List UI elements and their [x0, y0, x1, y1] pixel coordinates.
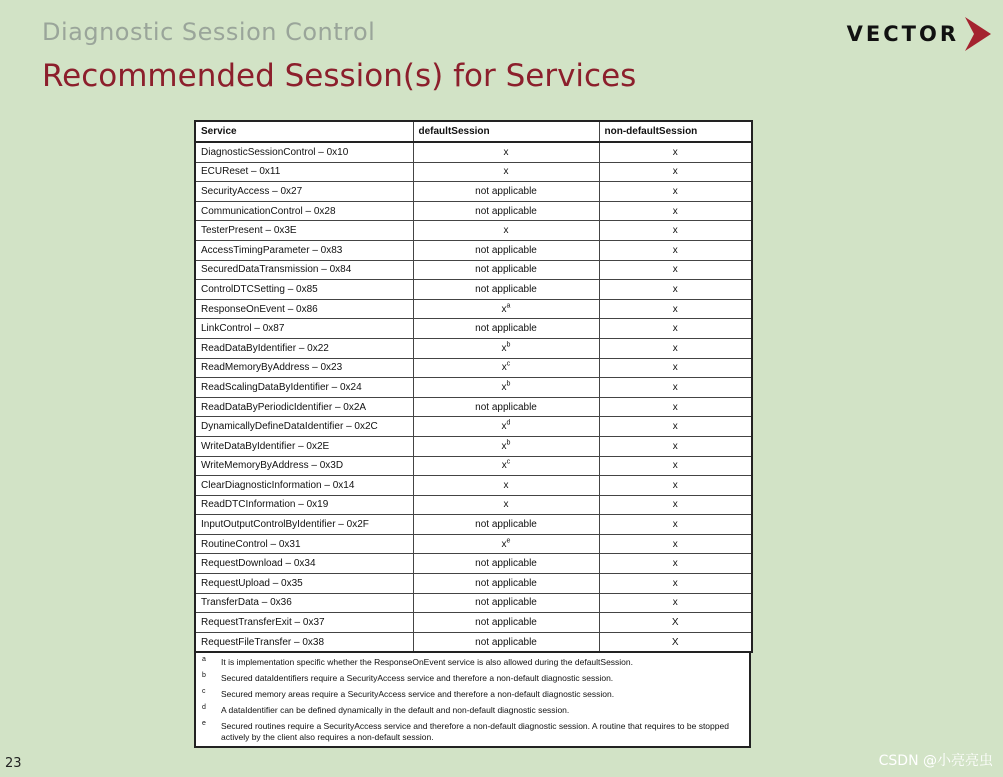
- service-cell: SecurityAccess – 0x27: [195, 182, 413, 202]
- table-row: [195, 162, 752, 182]
- table-row: [195, 397, 752, 417]
- non-default-session-cell: x: [599, 221, 752, 241]
- footnote-mark: d: [202, 704, 206, 712]
- non-default-session-cell: x: [599, 338, 752, 358]
- default-session-value: not applicable: [475, 205, 537, 217]
- default-session-value: not applicable: [475, 636, 537, 648]
- default-session-cell: [413, 221, 599, 241]
- default-session-value: x: [501, 342, 507, 354]
- default-session-value: not applicable: [475, 283, 537, 295]
- non-default-session-cell: x: [599, 534, 752, 554]
- table-row: [195, 534, 752, 554]
- table-row: [195, 378, 752, 398]
- footnote-reference: a: [506, 302, 511, 310]
- default-session-cell: [413, 456, 599, 476]
- service-cell: DiagnosticSessionControl – 0x10: [195, 142, 413, 162]
- footnotes: [194, 653, 751, 748]
- non-default-session-cell: x: [599, 397, 752, 417]
- default-session-value: not applicable: [475, 401, 537, 413]
- default-session-value: x: [501, 381, 507, 393]
- logo-text: VECTOR: [846, 22, 959, 46]
- service-cell: ResponseOnEvent – 0x86: [195, 299, 413, 319]
- default-session-cell: [413, 436, 599, 456]
- default-session-cell: [413, 338, 599, 358]
- service-cell: RoutineControl – 0x31: [195, 534, 413, 554]
- non-default-session-cell: x: [599, 593, 752, 613]
- default-session-value: not applicable: [475, 519, 537, 531]
- table-row: [195, 319, 752, 339]
- column-header-service: Service: [195, 121, 413, 142]
- table-row: [195, 299, 752, 319]
- default-session-cell: [413, 240, 599, 260]
- default-session-cell: [413, 515, 599, 535]
- footnote-text: Secured routines require a SecurityAccess service and therefore a non-default diagnostic session. A routine that requires to be stopped actively by the client also requires a non-default session.: [221, 721, 729, 743]
- service-cell: DynamicallyDefineDataIdentifier – 0x2C: [195, 417, 413, 437]
- table-row: [195, 417, 752, 437]
- non-default-session-cell: x: [599, 574, 752, 594]
- page-title: Recommended Session(s) for Services: [42, 58, 637, 94]
- default-session-value: x: [501, 440, 507, 452]
- default-session-value: x: [501, 538, 507, 550]
- default-session-value: x: [501, 362, 507, 374]
- default-session-value: not applicable: [475, 577, 537, 589]
- table-row: [195, 515, 752, 535]
- table-row: [195, 221, 752, 241]
- services-table-sheet: [194, 120, 751, 748]
- service-cell: SecuredDataTransmission – 0x84: [195, 260, 413, 280]
- default-session-value: not applicable: [475, 185, 537, 197]
- non-default-session-cell: x: [599, 280, 752, 300]
- service-cell: InputOutputControlByIdentifier – 0x2F: [195, 515, 413, 535]
- non-default-session-cell: x: [599, 515, 752, 535]
- table-row: [195, 436, 752, 456]
- service-cell: ReadDataByIdentifier – 0x22: [195, 338, 413, 358]
- service-cell: WriteMemoryByAddress – 0x3D: [195, 456, 413, 476]
- table-row: [195, 456, 752, 476]
- service-cell: AccessTimingParameter – 0x83: [195, 240, 413, 260]
- footnote-reference: b: [506, 380, 511, 388]
- default-session-value: x: [501, 421, 507, 433]
- table-row: [195, 593, 752, 613]
- service-cell: RequestDownload – 0x34: [195, 554, 413, 574]
- default-session-value: not applicable: [475, 597, 537, 609]
- service-cell: ControlDTCSetting – 0x85: [195, 280, 413, 300]
- service-cell: TesterPresent – 0x3E: [195, 221, 413, 241]
- non-default-session-cell: X: [599, 632, 752, 652]
- default-session-cell: [413, 280, 599, 300]
- services-session-table: [194, 120, 753, 653]
- footnote-reference: c: [506, 458, 511, 466]
- default-session-value: not applicable: [475, 558, 537, 570]
- default-session-value: not applicable: [475, 244, 537, 256]
- table-row: [195, 613, 752, 633]
- table-row: [195, 260, 752, 280]
- default-session-cell: [413, 593, 599, 613]
- default-session-value: x: [501, 303, 507, 315]
- non-default-session-cell: x: [599, 554, 752, 574]
- non-default-session-cell: x: [599, 495, 752, 515]
- page-number: 23: [5, 756, 22, 771]
- footnote-item: [202, 721, 744, 743]
- column-header-non-default-session: non-defaultSession: [599, 121, 752, 142]
- table-row: [195, 632, 752, 652]
- non-default-session-cell: x: [599, 319, 752, 339]
- service-cell: ReadDTCInformation – 0x19: [195, 495, 413, 515]
- watermark: CSDN @小亮亮虫: [878, 753, 993, 769]
- default-session-cell: [413, 534, 599, 554]
- table-row: [195, 280, 752, 300]
- footnote-mark: a: [202, 656, 206, 664]
- non-default-session-cell: x: [599, 456, 752, 476]
- footnote-item: [202, 657, 744, 668]
- footnote-text: Secured dataIdentifiers require a SecurityAccess service and therefore a non-default diagnostic session.: [221, 673, 614, 684]
- footnote-text: Secured memory areas require a SecurityAccess service and therefore a non-default diagnostic session.: [221, 689, 615, 700]
- non-default-session-cell: x: [599, 436, 752, 456]
- service-cell: WriteDataByIdentifier – 0x2E: [195, 436, 413, 456]
- non-default-session-cell: x: [599, 201, 752, 221]
- table-row: [195, 495, 752, 515]
- default-session-value: not applicable: [475, 323, 537, 335]
- footnote-item: [202, 705, 744, 716]
- default-session-value: x: [503, 479, 509, 491]
- default-session-cell: [413, 495, 599, 515]
- footnote-reference: c: [506, 361, 511, 368]
- default-session-value: x: [501, 460, 507, 472]
- service-cell: RequestFileTransfer – 0x38: [195, 632, 413, 652]
- service-cell: ECUReset – 0x11: [195, 162, 413, 182]
- default-session-value: x: [503, 166, 509, 178]
- table-header-row: [195, 121, 752, 142]
- column-header-default-session: defaultSession: [413, 121, 599, 142]
- footnote-text: It is implementation specific whether the ResponseOnEvent service is also allowed during the defaultSession.: [221, 657, 633, 668]
- default-session-cell: [413, 613, 599, 633]
- service-cell: RequestTransferExit – 0x37: [195, 613, 413, 633]
- default-session-value: x: [503, 499, 509, 511]
- default-session-cell: [413, 162, 599, 182]
- non-default-session-cell: x: [599, 299, 752, 319]
- table-row: [195, 201, 752, 221]
- section-subtitle: Diagnostic Session Control: [42, 18, 376, 46]
- footnote-item: [202, 689, 744, 700]
- non-default-session-cell: x: [599, 240, 752, 260]
- footnote-reference: e: [506, 537, 511, 545]
- default-session-cell: [413, 142, 599, 162]
- service-cell: CommunicationControl – 0x28: [195, 201, 413, 221]
- footnote-mark: b: [202, 672, 206, 680]
- default-session-cell: [413, 574, 599, 594]
- table-row: [195, 338, 752, 358]
- default-session-cell: [413, 201, 599, 221]
- default-session-cell: [413, 299, 599, 319]
- table-row: [195, 554, 752, 574]
- footnote-item: [202, 673, 744, 684]
- default-session-cell: [413, 417, 599, 437]
- vector-logo: [847, 14, 993, 54]
- non-default-session-cell: x: [599, 260, 752, 280]
- default-session-cell: [413, 378, 599, 398]
- table-body: [195, 142, 752, 652]
- service-cell: ClearDiagnosticInformation – 0x14: [195, 476, 413, 496]
- service-cell: ReadDataByPeriodicIdentifier – 0x2A: [195, 397, 413, 417]
- non-default-session-cell: x: [599, 182, 752, 202]
- default-session-cell: [413, 319, 599, 339]
- footnote-reference: b: [506, 341, 511, 349]
- default-session-cell: [413, 554, 599, 574]
- non-default-session-cell: x: [599, 162, 752, 182]
- table-row: [195, 240, 752, 260]
- footnote-mark: c: [202, 688, 206, 696]
- service-cell: RequestUpload – 0x35: [195, 574, 413, 594]
- footnote-text: A dataIdentifier can be defined dynamically in the default and non-default diagnostic session.: [221, 705, 570, 716]
- table-row: [195, 142, 752, 162]
- default-session-value: x: [503, 225, 509, 237]
- non-default-session-cell: x: [599, 358, 752, 378]
- footnote-reference: d: [506, 419, 511, 427]
- non-default-session-cell: x: [599, 378, 752, 398]
- table-row: [195, 358, 752, 378]
- logo-chevron-icon: [963, 15, 993, 53]
- table-row: [195, 574, 752, 594]
- non-default-session-cell: X: [599, 613, 752, 633]
- default-session-cell: [413, 260, 599, 280]
- non-default-session-cell: x: [599, 476, 752, 496]
- default-session-cell: [413, 358, 599, 378]
- non-default-session-cell: x: [599, 417, 752, 437]
- default-session-value: not applicable: [475, 617, 537, 629]
- default-session-value: not applicable: [475, 264, 537, 276]
- service-cell: ReadMemoryByAddress – 0x23: [195, 358, 413, 378]
- default-session-cell: [413, 476, 599, 496]
- default-session-cell: [413, 632, 599, 652]
- table-row: [195, 476, 752, 496]
- footnote-reference: b: [506, 439, 511, 447]
- default-session-value: x: [503, 146, 509, 158]
- footnote-mark: e: [202, 720, 206, 728]
- service-cell: TransferData – 0x36: [195, 593, 413, 613]
- service-cell: LinkControl – 0x87: [195, 319, 413, 339]
- default-session-cell: [413, 182, 599, 202]
- non-default-session-cell: x: [599, 142, 752, 162]
- service-cell: ReadScalingDataByIdentifier – 0x24: [195, 378, 413, 398]
- table-row: [195, 182, 752, 202]
- default-session-cell: [413, 397, 599, 417]
